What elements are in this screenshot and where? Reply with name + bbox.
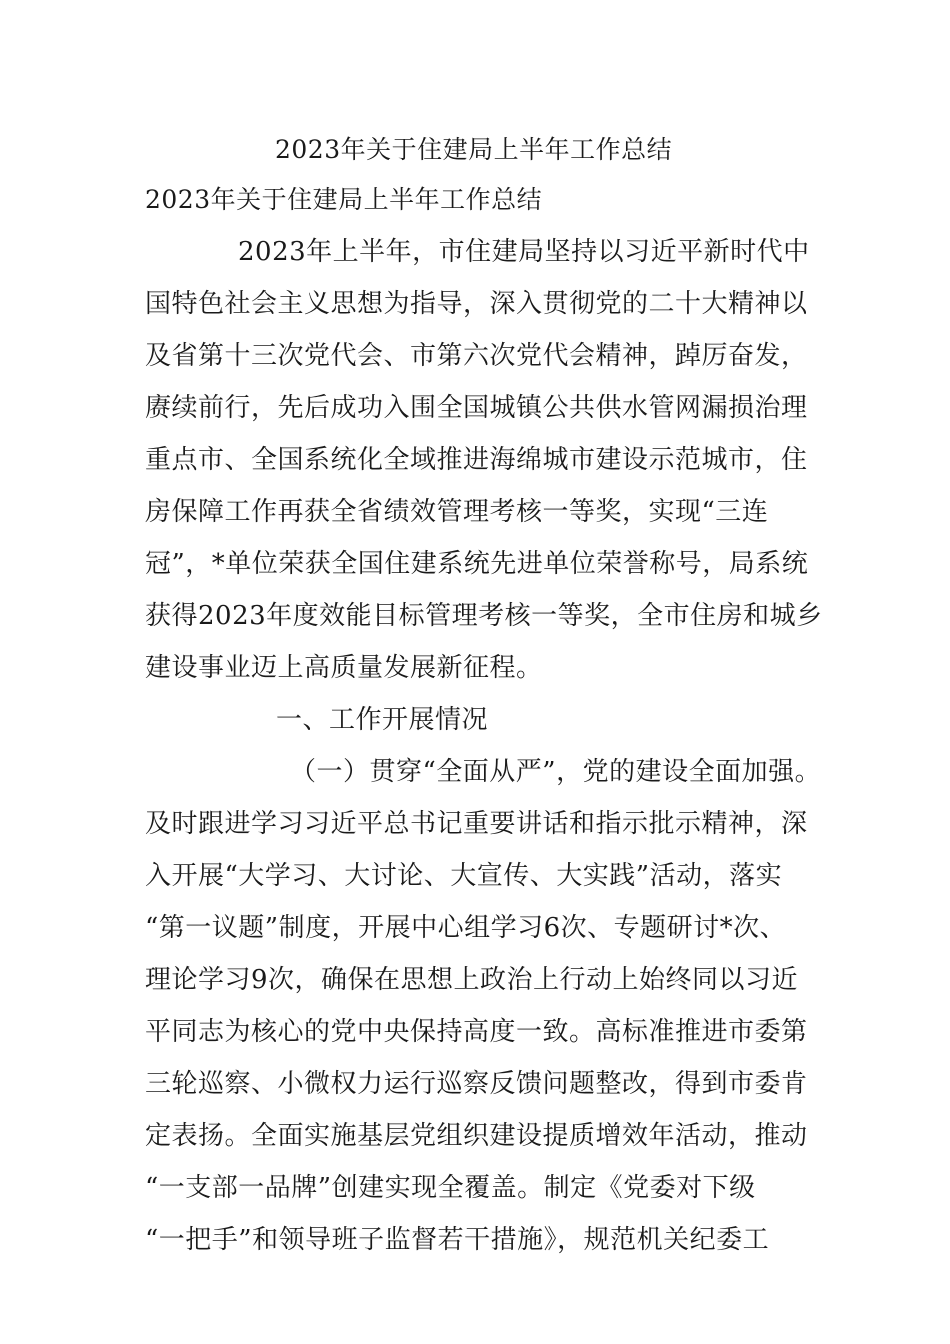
- body-line: 建设事业迈上高质量发展新征程。: [145, 653, 543, 683]
- body-line: 及省第十三次党代会、市第六次党代会精神，踔厉奋发，: [145, 341, 808, 371]
- body-line: 房保障工作再获全省绩效管理考核一等奖，实现“三连: [145, 497, 769, 527]
- document-subtitle: 2023年关于住建局上半年工作总结: [145, 185, 543, 214]
- body-line: “一支部一品牌”创建实现全覆盖。制定《党委对下级: [145, 1173, 756, 1203]
- body-line: 定表扬。全面实施基层党组织建设提质增效年活动，推动: [145, 1121, 808, 1151]
- body-line: “一把手”和领导班子监督若干措施》，规范机关纪委工: [145, 1225, 770, 1255]
- body-line: 获得2023年度效能目标管理考核一等奖，全市住房和城乡: [145, 601, 823, 631]
- body-line: 赓续前行，先后成功入围全国城镇公共供水管网漏损治理: [145, 393, 808, 423]
- body-line: 及时跟进学习习近平总书记重要讲话和指示批示精神，深: [145, 809, 808, 839]
- subsection-heading: （一）贯穿“全面从严”，党的建设全面加强。: [290, 757, 822, 787]
- body-line: 理论学习9次，确保在思想上政治上行动上始终同以习近: [145, 965, 799, 995]
- body-line: 重点市、全国系统化全域推进海绵城市建设示范城市，住: [145, 445, 808, 475]
- body-line: 国特色社会主义思想为指导，深入贯彻党的二十大精神以: [145, 289, 808, 319]
- body-line: 平同志为核心的党中央保持高度一致。高标准推进市委第: [145, 1017, 808, 1047]
- body-line: “第一议题”制度，开展中心组学习6次、专题研讨*次、: [145, 913, 787, 943]
- body-line: 冠”，*单位荣获全国住建系统先进单位荣誉称号，局系统: [145, 549, 809, 579]
- section-heading: 一、工作开展情况: [276, 705, 489, 735]
- body-line: 入开展“大学习、大讨论、大宣传、大实践”活动，落实: [145, 861, 783, 891]
- body-line: 2023年上半年，市住建局坚持以习近平新时代中: [238, 237, 810, 267]
- body-line: 三轮巡察、小微权力运行巡察反馈问题整改，得到市委肯: [145, 1069, 808, 1099]
- document-title: 2023年关于住建局上半年工作总结: [275, 135, 673, 164]
